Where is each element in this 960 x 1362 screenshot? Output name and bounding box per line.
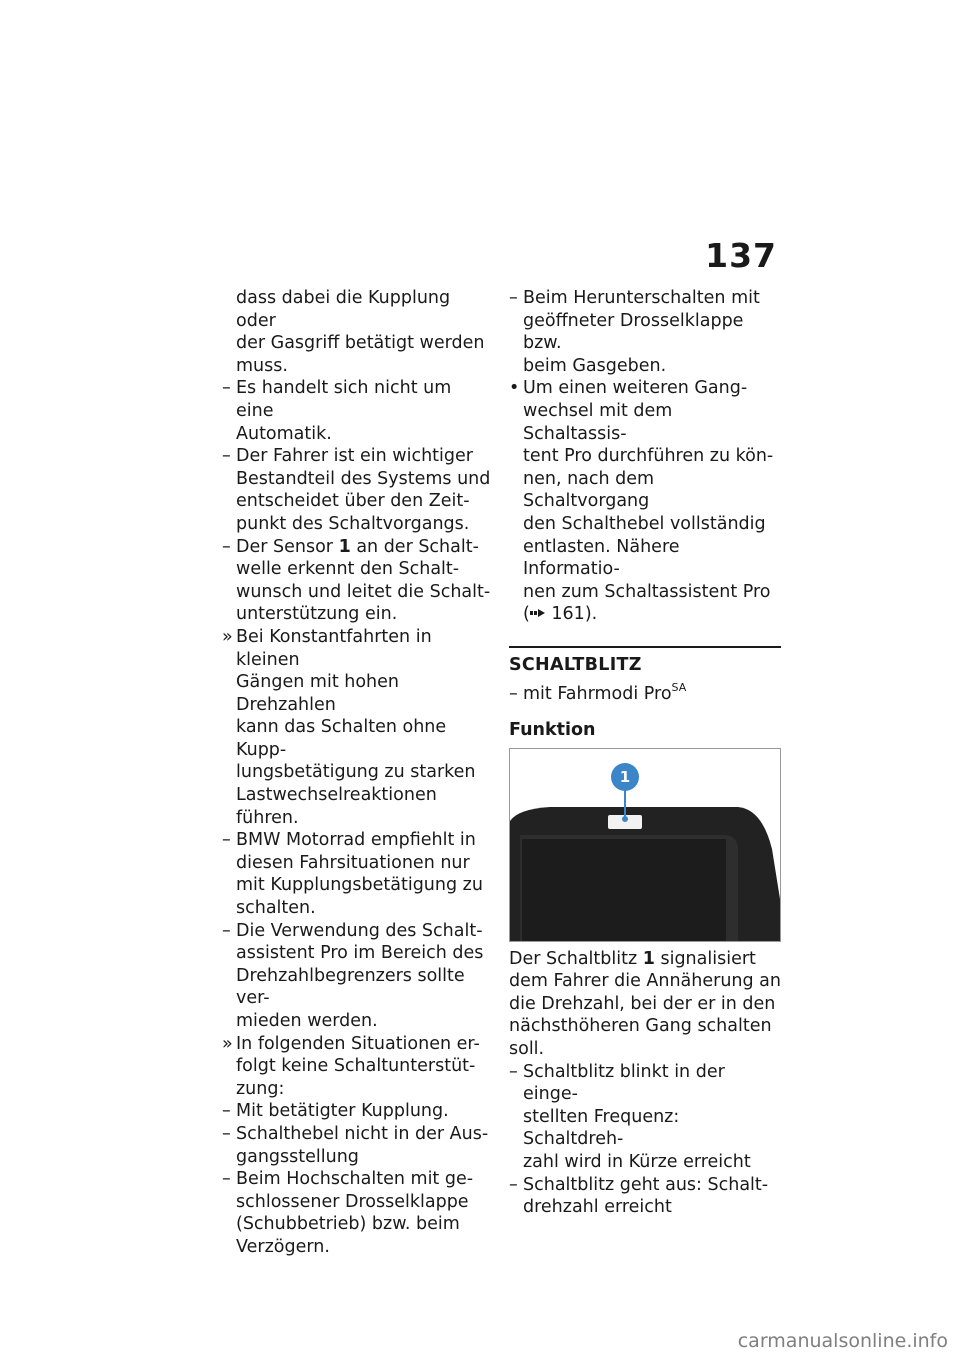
text-line: Der Fahrer ist ein wichtiger: [236, 446, 473, 467]
text-line: unterstützung ein.: [236, 604, 398, 625]
dashboard-display-illustration: [510, 749, 780, 941]
text-line: dass dabei die Kupplung oder: [236, 288, 451, 331]
list-item: [509, 287, 781, 377]
list-item: [222, 1123, 494, 1168]
watermark: carmanualsonline.info: [737, 1330, 948, 1352]
text-line: Mit betätigter Kupplung.: [236, 1101, 449, 1122]
chevron-marker: »: [222, 626, 233, 647]
text-line: wunsch und leitet die Schalt-: [236, 581, 491, 602]
dash-marker: –: [222, 1169, 231, 1190]
text-line: drehzahl erreicht: [523, 1197, 672, 1218]
description-paragraph: [509, 948, 781, 1061]
text-line: nen zum Schaltassistent Pro: [523, 581, 771, 602]
cross-reference[interactable]: [523, 603, 781, 626]
text-line: punkt des Schaltvorgangs.: [236, 513, 470, 534]
special-equipment-marker: SA: [671, 680, 687, 694]
dash-marker: –: [222, 378, 231, 399]
text-line: beim Gasgeben.: [523, 355, 667, 376]
text-line: Schalthebel nicht in der Aus-: [236, 1123, 489, 1144]
right-column: [509, 287, 781, 1219]
text-line: welle erkennt den Schalt-: [236, 559, 460, 580]
page-reference: 161: [551, 604, 585, 625]
text-span: Der Schaltblitz: [509, 948, 643, 969]
section-heading: SCHALTBLITZ: [509, 654, 642, 675]
dash-marker: –: [509, 1061, 518, 1082]
text-line: Beim Herunterschalten mit: [523, 288, 760, 308]
section-divider: [509, 646, 781, 648]
text-line: Bei Konstantfahrten in kleinen: [236, 626, 432, 670]
subheading: Funktion: [509, 720, 596, 741]
text-line: Die Verwendung des Schalt-: [236, 920, 483, 941]
text-line: stellten Frequenz: Schaltdreh-: [523, 1106, 680, 1150]
list-item: [222, 829, 494, 919]
text-line: (Schubbetrieb) bzw. beim: [236, 1214, 460, 1235]
text-line: entscheidet über den Zeit-: [236, 491, 470, 512]
text-line: zung:: [236, 1078, 285, 1099]
text-line: In folgenden Situationen er-: [236, 1033, 480, 1054]
text-line: lungsbetätigung zu starken: [236, 762, 476, 783]
list-item: [509, 1061, 781, 1174]
text-line: dem Fahrer die Annäherung an: [509, 971, 781, 992]
list-item: [222, 626, 494, 829]
dash-marker: –: [222, 1101, 231, 1122]
continuation-paragraph: [222, 287, 494, 377]
text-line: schlossener Drosselklappe: [236, 1191, 469, 1212]
text-line: Schaltblitz geht aus: Schalt-: [523, 1174, 769, 1195]
text-line: nen, nach dem Schaltvorgang: [523, 468, 655, 512]
list-item: [222, 377, 494, 445]
text-line: [509, 948, 781, 971]
text-line: Gängen mit hohen Drehzahlen: [236, 672, 399, 715]
list-item: [222, 445, 494, 535]
list-item: [222, 920, 494, 1033]
text-line: kann das Schalten ohne Kupp-: [236, 717, 447, 760]
text-line: gangsstellung: [236, 1146, 359, 1167]
shift-light-figure: [509, 748, 781, 942]
dash-marker: –: [509, 288, 518, 308]
text-span: signalisiert: [654, 948, 756, 969]
list-item: [509, 377, 781, 626]
dash-marker: –: [222, 1123, 231, 1144]
text-line: schalten.: [236, 898, 316, 919]
text-line: BMW Motorrad empfiehlt in: [236, 830, 476, 851]
text-line: den Schalthebel vollständig: [523, 513, 766, 534]
text-line: die Drehzahl, bei der er in den: [509, 993, 776, 1014]
list-item: [222, 1168, 494, 1258]
text-line: mit Kupplungsbetätigung zu: [236, 875, 483, 896]
bullet-marker: •: [509, 378, 520, 399]
list-item: [509, 680, 781, 708]
list-item: [509, 1174, 781, 1219]
text-line: Verzögern.: [236, 1236, 330, 1257]
list-item: [222, 1033, 494, 1101]
text-line: nächsthöheren Gang schalten: [509, 1016, 772, 1037]
page-number: 137: [705, 236, 777, 275]
text-line: zahl wird in Kürze erreicht: [523, 1152, 751, 1173]
figure-callout-label: 1: [619, 767, 631, 786]
text-line: tent Pro durchführen zu kön-: [523, 446, 774, 467]
text-line: der Gasgriff betätigt werden: [236, 333, 485, 354]
left-column: [222, 287, 494, 1259]
text-span: (: [523, 604, 530, 625]
text-line: assistent Pro im Bereich des: [236, 943, 484, 964]
text-line: muss.: [236, 355, 288, 376]
dash-marker: –: [222, 446, 231, 467]
text-span: an der Schalt-: [350, 536, 479, 557]
text-line: [236, 536, 494, 559]
text-line: Lastwechselreaktionen führen.: [236, 785, 437, 828]
dash-marker: –: [222, 830, 231, 851]
text-line: Schaltblitz blinkt in der einge-: [523, 1061, 725, 1105]
text-line: soll.: [509, 1039, 545, 1060]
text-line: geöffneter Drosselklappe bzw.: [523, 310, 744, 354]
list-item: [222, 536, 494, 626]
text-line: Bestandteil des Systems und: [236, 468, 491, 489]
text-span: mit Fahrmodi Pro: [523, 683, 672, 704]
chevron-marker: »: [222, 1033, 233, 1054]
text-line: mieden werden.: [236, 1011, 378, 1031]
text-line: entlasten. Nähere Informatio-: [523, 536, 680, 580]
text-line: Es handelt sich nicht um eine: [236, 378, 452, 421]
text-span: ).: [584, 604, 598, 625]
text-line: Beim Hochschalten mit ge-: [236, 1169, 474, 1190]
text-line: Automatik.: [236, 423, 332, 444]
dash-marker: –: [222, 920, 231, 941]
dash-marker: –: [509, 683, 518, 704]
dash-marker: –: [509, 1174, 518, 1195]
text-line: Drehzahlbegrenzers sollte ver-: [236, 965, 465, 1009]
text-line: diesen Fahrsituationen nur: [236, 852, 470, 873]
callout-reference: 1: [338, 536, 351, 557]
text-line: wechsel mit dem Schaltassis-: [523, 400, 673, 444]
arrow-right-icon: [530, 608, 546, 618]
callout-reference: 1: [642, 948, 655, 969]
text-span: Der Sensor: [236, 536, 339, 557]
text-line: folgt keine Schaltunterstüt-: [236, 1056, 476, 1077]
list-item: [222, 1100, 494, 1123]
dash-marker: –: [222, 536, 231, 557]
text-line: Um einen weiteren Gang-: [523, 378, 748, 399]
